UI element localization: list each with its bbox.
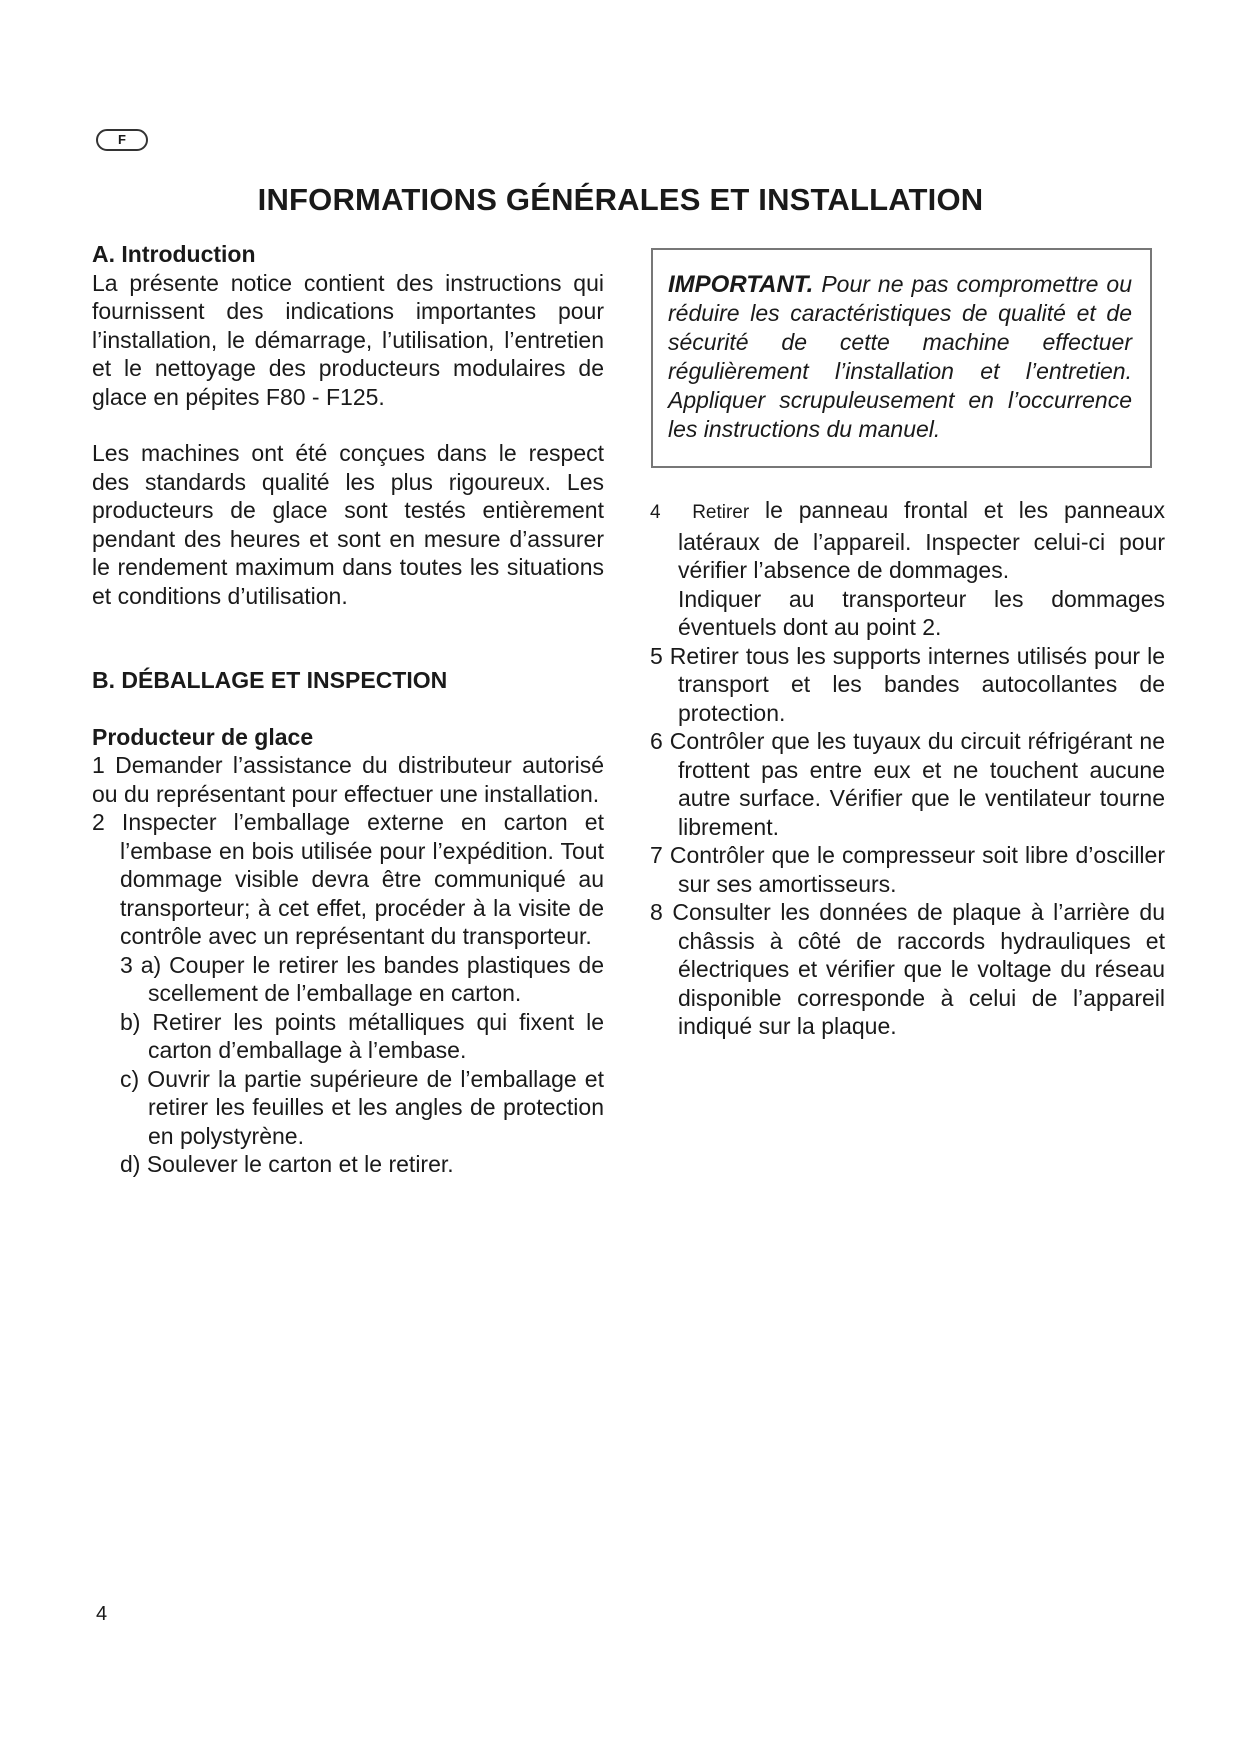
- important-notice-box: [651, 248, 1152, 468]
- important-label: IMPORTANT.: [668, 271, 814, 298]
- list-item-3c: c) Ouvrir la partie supérieure de l’emballage et retirer les feuilles et les angles de protection en polystyrène.: [120, 1065, 604, 1149]
- list-item-4-extra: Indiquer au transporteur les dommages éventuels dont au point 2.: [678, 585, 1165, 640]
- page-title: INFORMATIONS GÉNÉRALES ET INSTALLATION: [257, 182, 984, 217]
- list-item-4: [650, 496, 1165, 585]
- list-item-1: 1 Demander l’assistance du distributeur autorisé ou du représentant pour effectuer une installation.: [92, 752, 604, 807]
- intro-paragraph-1: La présente notice contient des instructions qui fournissent des indications importantes pour l’installation, le démarrage, l’utilisation, l’entretien et le nettoyage des producteurs modulaires de glace en pépites F80 - F125.: [92, 269, 604, 410]
- list-item-2: 2 Inspecter l’emballage externe en carton et l’embase en bois utilisée pour l’expédition. Tout dommage visible devra être communiqué au transporteur; à cet effet, procéder à la visite de contrôle avec un représentant du transporteur.: [92, 809, 604, 949]
- language-badge: F: [96, 129, 148, 151]
- page-number: 4: [96, 1603, 108, 1625]
- section-a-heading: A. Introduction: [92, 241, 256, 267]
- list-item-4-number: 4: [650, 502, 661, 523]
- left-column: [92, 240, 604, 1179]
- important-text: Pour ne pas compromettre ou réduire les caractéristiques de qualité et de sécurité de cette machine effectuer régulièrement l’installation et l’entretien. Appliquer scrupuleusement en l’occurrence les instructions du manuel.: [668, 271, 1132, 442]
- list-item-3a: 3 a) Couper le retirer les bandes plastiques de scellement de l’emballage en carton.: [120, 951, 604, 1006]
- list-item-3b: b) Retirer les points métalliques qui fixent le carton d’emballage à l’embase.: [120, 1008, 604, 1063]
- section-b-heading: B. DÉBALLAGE ET INSPECTION: [92, 667, 448, 693]
- right-column: [650, 496, 1165, 1041]
- list-item-4-word: Retirer: [692, 502, 750, 523]
- intro-paragraph-2: Les machines ont été conçues dans le respect des standards qualité les plus rigoureux. Les producteurs de glace sont testés entièrement pendant des heures et sont en mesure d’assurer le rendement maximum dans toutes les situations et conditions d’utilisation.: [92, 440, 604, 609]
- list-item-8: 8 Consulter les données de plaque à l’arrière du châssis à côté de raccords hydrauliques et électriques et vérifier que le voltage du réseau disponible corresponde à celui de l’appareil indiqué sur la plaque.: [650, 899, 1165, 1039]
- section-b-subheading: Producteur de glace: [92, 723, 314, 750]
- list-item-6: 6 Contrôler que les tuyaux du circuit réfrigérant ne frottent pas entre eux et ne touchent aucune autre surface. Vérifier que le ventilateur tourne librement.: [650, 728, 1165, 840]
- list-item-5: 5 Retirer tous les supports internes utilisés pour le transport et les bandes autocollantes de protection.: [650, 642, 1165, 726]
- list-item-7: 7 Contrôler que le compresseur soit libre d’osciller sur ses amortisseurs.: [650, 842, 1165, 897]
- list-item-4-text: le panneau frontal et les panneaux latéraux de l’appareil. Inspecter celui-ci pour vérifier l’absence de dommages.: [678, 497, 1166, 583]
- list-item-3d: d) Soulever le carton et le retirer.: [120, 1151, 454, 1177]
